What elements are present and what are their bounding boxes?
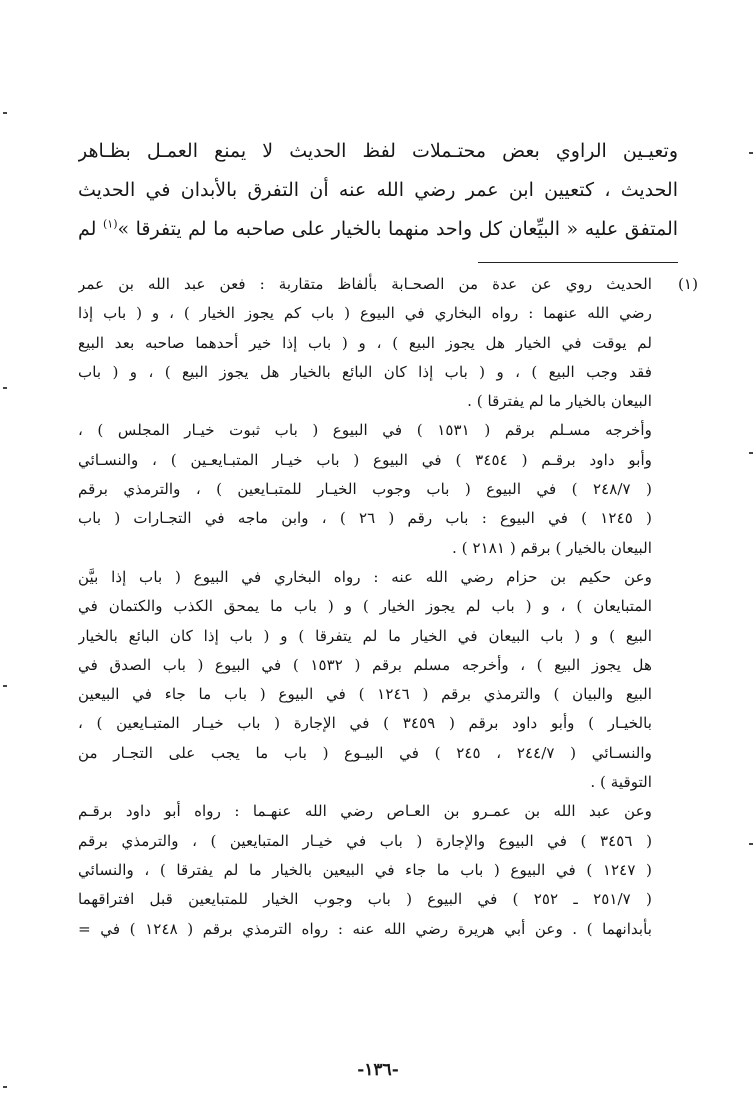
footnote-line-text: الحديث روي عن عدة من الصحـابة بألفاظ متقاربة : فعن عبد الله بن عمر (78, 275, 652, 293)
footnote-line: رضي الله عنهما : رواه البخاري في البيوع ( باب كم يجوز الخيار ) ، و ( باب إذا (78, 304, 652, 323)
footnote-line: فقد وجب البيع ) ، و ( باب إذا كان البائع بالخيار هل يجوز البيع ) ، و ( باب (78, 362, 652, 381)
footnote-line: البيعان بالخيار ) برقم ( ٢١٨١ ) . (452, 538, 652, 557)
footnote-line: لم يوقت في الخيار هل يجوز البيع ) ، و ( باب إذا خير أحدهما صاحبه بعد البيع (78, 333, 652, 352)
body-line-3-tail: لم (78, 218, 97, 240)
footnote-number: (١) (677, 275, 698, 293)
footnote-separator (478, 262, 678, 263)
main-paragraph (78, 132, 678, 249)
footnote-line: ( ٢٥١/٧ ـ ٢٥٢ ) في البيوع ( باب وجوب الخيار للمتبايعين قبل افتراقهما (78, 890, 652, 909)
footnote-line: ( ٣٤٥٦ ) في البيوع والإجارة ( باب في خيـار المتبايعين ) ، والترمذي برقم (78, 831, 652, 850)
footnote-line: التوقية ) . (590, 773, 652, 792)
footnote-line: المتبايعان ) ، و ( باب لم يجوز الخيار ) و ( باب ما يمحق الكذب والكتمان في (78, 597, 652, 616)
footnote-line: البيعان بالخيار ما لم يفترقا ) . (467, 392, 652, 411)
footnote-line: وأبو داود برقـم ( ٣٤٥٤ ) في البيوع ( باب خيـار المتبـايعـين ) ، والنسـائي (78, 450, 652, 469)
footnote-line: ( ١٢٤٥ ) في البيوع : باب رقم ( ٢٦ ) ، وابن ماجه في التجـارات ( باب (78, 509, 652, 528)
footnote-line: بالخيـار ) وأبو داود برقم ( ٣٤٥٩ ) في الإجارة ( باب خيـار المتبـايعين ) ، (78, 714, 652, 733)
footnote-line: ( ٢٤٨/٧ ) في البيوع ( باب وجوب الخيـار للمتبـايعين ) ، والترمذي برقم (78, 480, 652, 499)
body-line-2: الحديث ، كتعيين ابن عمر رضي الله عنه أن التفرق بالأبدان في الحديث (78, 179, 678, 201)
body-line-3-text: المتفق عليه « البيِّعان كل واحد منهما بالخيار على صاحبه ما لم يتفرقا » (117, 218, 678, 240)
margin-mark (3, 1086, 7, 1088)
footnote-line: بأبدانهما ) . وعن أبي هريرة رضي الله عنه : رواه الترمذي برقم ( ١٢٤٨ ) في = (78, 919, 653, 938)
margin-mark (3, 387, 7, 389)
footnote-line: البيع ) و ( باب البيعان في الخيار ما لم يتفرقا ) و ( باب إذا كان البائع بالخيار (78, 626, 652, 645)
margin-mark (749, 152, 753, 154)
footnote-reference: (١) (102, 217, 118, 231)
footnote-line: هل يجوز البيع ) ، وأخرجه مسلم برقم ( ١٥٣٢ ) في البيوع ( باب الصدق في (78, 655, 653, 674)
footnote (78, 270, 698, 944)
footnote-line: والنسـائي ( ٢٤٤/٧ ، ٢٤٥ ) في البيـوع ( باب ما يجب على التجـار من (78, 743, 652, 762)
footnote-line (78, 270, 698, 299)
footnote-line: وأخرجه مسـلم برقم ( ١٥٣١ ) في البيوع ( باب ثبوت خيـار المجلس ) ، (78, 421, 652, 440)
footnote-line: ( ١٢٤٧ ) في البيوع ( باب ما جاء في البيعين بالخيار ما لم يفترقا ) ، والنسائي (78, 860, 652, 879)
margin-mark (749, 843, 753, 845)
page-number: -١٣٦- (357, 1060, 399, 1080)
margin-mark (3, 112, 7, 114)
footnote-line: وعن عبد الله بن عمـرو بن العـاص رضي الله عنهـما : رواه أبو داود برقـم (78, 802, 652, 821)
margin-mark (3, 685, 7, 687)
footnote-line: البيع والبيان ) والترمذي برقم ( ١٢٤٦ ) في البيوع ( باب ما جاء في البيعين (78, 685, 652, 704)
footnote-line: وعن حكيم بن حزام رضي الله عنه : رواه البخاري في البيوع ( باب إذا بيَّن (78, 567, 652, 586)
body-line-1: وتعيـين الراوي بعض محتـملات لفظ الحديث لا يمنع العمـل بظـاهر (78, 140, 678, 162)
margin-mark (749, 452, 753, 454)
body-line-3 (78, 210, 678, 249)
